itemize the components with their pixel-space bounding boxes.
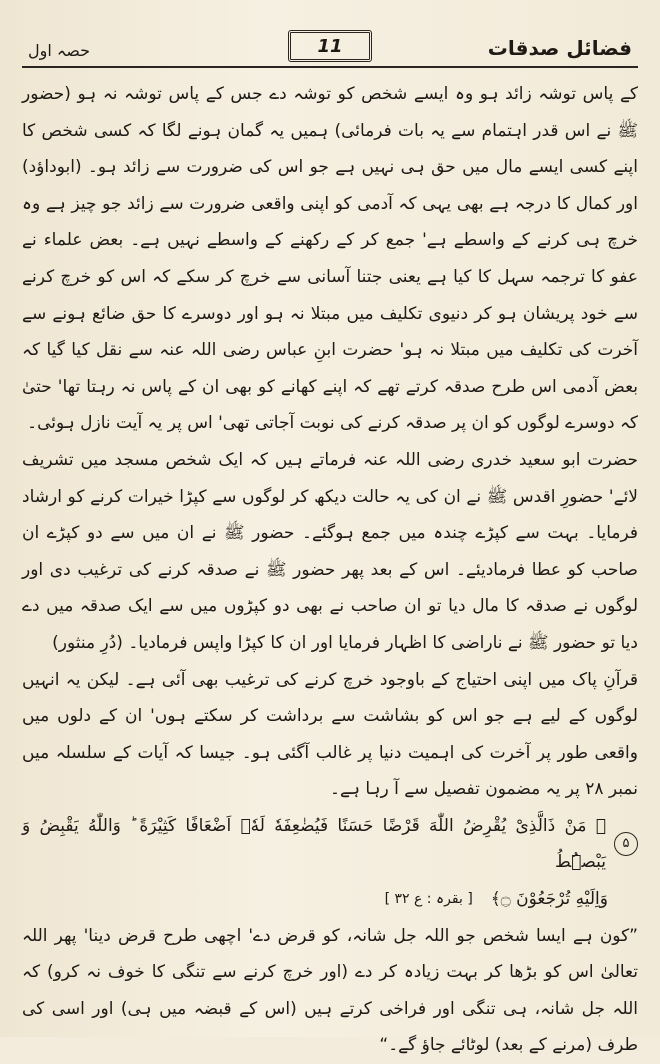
- header-divider: [22, 66, 638, 68]
- verse-end-line: [22, 881, 638, 918]
- paragraph-3: قرآنِ پاک میں اپنی احتیاج کے باوجود خرچ کرنے کی ترغیب بھی آئی ہے۔ لیکن یہ انہیں لوگوں کے لیے ہے جو اس کو بشاشت سے برداشت کر سکتے ہوں' ان کے دلوں میں واقعی طور پر آخرت کی اہمیت دنیا پر غالب آگئی ہو۔ جیسا کہ آیات کے سلسلہ میں نمبر ۲۸ پر یہ مضمون تفصیل سے آ رہا ہے۔: [22, 669, 638, 800]
- verse-text-line1: ﴿ مَنْ ذَالَّذِیْ یُقْرِضُ اللّٰهَ قَرْضًا حَسَنًا فَیُضٰعِفَهٗ لَهٗۤ اَضْعَافًا كَثِیْرَةً ؕ وَاللّٰهُ یَقْبِضُ وَ یَبْصُۜطُ: [22, 815, 606, 873]
- translation-paragraph: ”کون ہے ایسا شخص جو اللہ جل شانہ، کو قرض دے' اچھی طرح قرض دینا' پھر اللہ تعالیٰ اس کو بڑھا کر بہت زیادہ کر دے (اور خرچ کرنے سے تنگی کا خوف نہ کرو) کہ اللہ جل شانہ، ہی تنگی اور فراخی کرتے ہیں (اس کے قبضہ میں ہی) اور اسی کی طرف (مرنے کے بعد) لوٹائے جاؤ گے۔“: [22, 925, 638, 1056]
- page-body: [18, 76, 642, 1064]
- quran-verse: [22, 808, 638, 881]
- book-title: فضائل صدقات: [487, 36, 632, 60]
- verse-reference: [ بقرہ : ع ۳۲ ]: [384, 891, 473, 908]
- paragraph-1: کے پاس توشہ زائد ہو وہ ایسے شخص کو توشہ دے جس کے پاس توشہ نہ ہو (حضور ﷺ نے اس قدر اہتمام سے یہ بات فرمائی) ہمیں یہ گمان ہونے لگا کہ کسی شخص کا اپنے کسی ایسے مال میں حق ہی نہیں ہے جو اس کی ضرورت سے زائد ہو۔ (ابوداؤد) اور کمال کا درجہ ہے بھی یہی کہ آدمی کو اپنی واقعی ضرورت سے زائد جو چیز ہے وہ خرچ ہی کرنے کے واسطے ہے' جمع کر کے رکھنے کے واسطے نہیں ہے۔ بعض علماء نے عفو کا ترجمہ سہل کا کیا ہے یعنی جتنا آسانی سے خرچ کر سکے کہ اس کو خرچ کرنے سے خود پریشان ہو کر دنیوی تکلیف میں مبتلا نہ ہو اور دوسرے کا حق ضائع ہونے سے آخرت کی تکلیف میں مبتلا نہ ہو' حضرت ابنِ عباس رضی اللہ عنہ سے نقل کیا گیا کہ بعض آدمی اس طرح صدقہ کرتے تھے کہ اپنے کھانے کو بھی ان کے پاس نہ رہتا تھا' حتیٰ کہ دوسرے لوگوں کو ان پر صدقہ کرنے کی نوبت آجاتی تھی' اس پر یہ آیت نازل ہوئی۔: [22, 84, 638, 434]
- verse-number-marker: ۵: [614, 832, 638, 856]
- verse-text-line2: وَاِلَیْهِ تُرْجَعُوْنَ ۝﴾: [490, 889, 608, 910]
- page-header: [18, 28, 642, 60]
- part-label: حصہ اول: [28, 41, 91, 60]
- paragraph-2: حضرت ابو سعید خدری رضی اللہ عنہ فرماتے ہیں کہ ایک شخص مسجد میں تشریف لائے' حضورِ اقدس ﷺ نے ان کی یہ حالت دیکھ کر لوگوں سے کپڑا خیرات کرنے کو ارشاد فرمایا۔ بہت سے کپڑے چندہ میں جمع ہوگئے۔ حضور ﷺ نے ان میں سے دو کپڑے ان صاحب کو عطا فرمادیئے۔ اس کے بعد پھر حضور ﷺ نے صدقہ کرنے کی ترغیب دی اور لوگوں نے صدقہ کا مال دیا تو ان صاحب نے بھی دو کپڑوں میں سے ایک صدقہ میں دے دیا تو حضور ﷺ نے ناراضی کا اظہار فرمایا اور ان کا کپڑا واپس فرمادیا۔ (دُرِ منثور): [22, 449, 638, 653]
- page-number: 11: [288, 30, 372, 62]
